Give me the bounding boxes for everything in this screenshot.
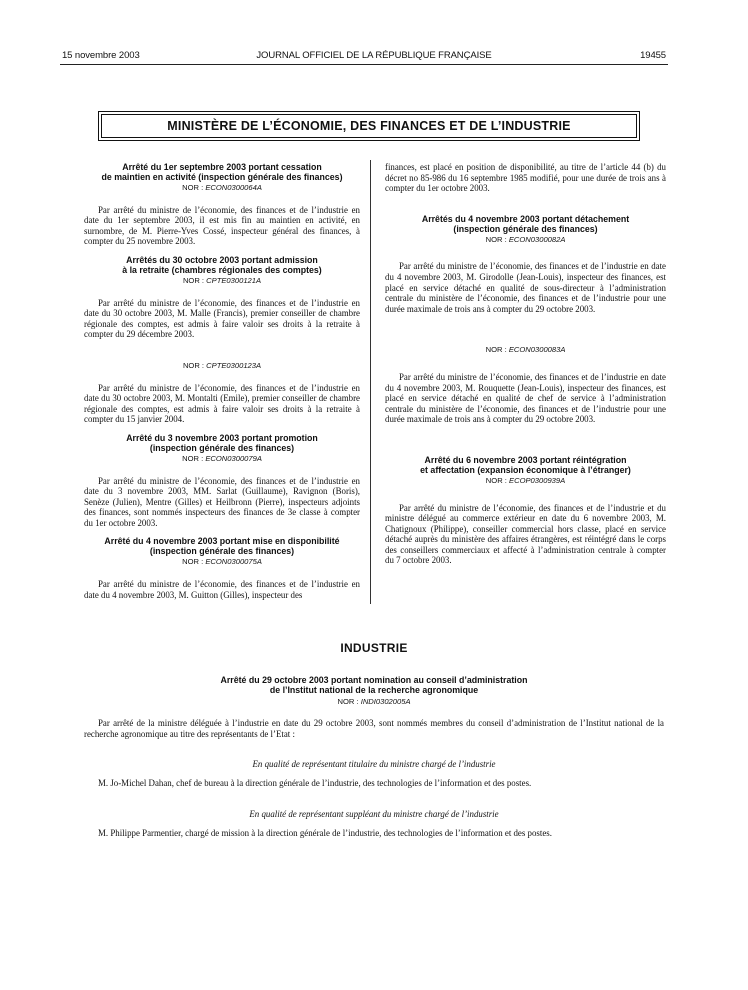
nor-line bbox=[84, 276, 360, 287]
header-date: 15 novembre 2003 bbox=[62, 50, 140, 61]
journal-title: JOURNAL OFFICIEL DE LA RÉPUBLIQUE FRANÇAISE bbox=[256, 50, 492, 61]
arrete-title: Arrêtés du 30 octobre 2003 portant admission à la retraite (chambres régionales des comptes) bbox=[122, 254, 322, 275]
arrete-text: Par arrêté de la ministre déléguée à l’industrie en date du 29 octobre 2003, sont nommés membres du conseil d’administration de l’Institut national de la recherche agronomique au titre des représentants de l’Etat : bbox=[84, 718, 664, 739]
nor-code: ECON0300075A bbox=[205, 557, 262, 567]
page-number: 19455 bbox=[640, 50, 666, 61]
nor-label: NOR : bbox=[182, 453, 204, 463]
arrete-text: Par arrêté du ministre de l’économie, des finances et de l’industrie et du ministre délégué au commerce extérieur en date du 6 novembre 2003, M. Chatignoux (Philippe), conseiller commercial hors classe, placé en service détaché auprès du ministère des affaires étrangères, est réintégré dans le corps des conseillers commerciaux et affecté à l’administration centrale à compter du 7 octobre 2003. bbox=[385, 502, 666, 566]
nor-code: ECON0300064A bbox=[205, 183, 262, 192]
arrete-title: Arrêté du 1er septembre 2003 portant cessation de maintien en activité (inspection générale des finances) bbox=[101, 162, 343, 182]
nor-line bbox=[385, 235, 666, 246]
nor-line bbox=[385, 345, 666, 356]
nor-label: NOR : bbox=[182, 360, 205, 370]
nor-code: INDI0302005A bbox=[360, 697, 411, 706]
nor-code: CPTE0300123A bbox=[206, 360, 262, 370]
arrete-text: Par arrêté du ministre de l’économie, des finances et de l’industrie en date du 1er septembre 2003, il est mis fin au maintien en activité, en surnombre, de M. Pierre-Yves Cossé, inspecteur général des finances, à compter du 25 novembre 2003. bbox=[84, 204, 360, 247]
nor-label: NOR : bbox=[485, 345, 507, 355]
ministry-title: MINISTÈRE DE L’ÉCONOMIE, DES FINANCES ET DE L’INDUSTRIE bbox=[101, 114, 637, 138]
nor-line bbox=[385, 476, 666, 487]
substitute-member: M. Philippe Parmentier, chargé de mission à la direction générale de l’industrie, des technologies de l’information et des postes. bbox=[98, 828, 552, 838]
arrete-text: Par arrêté du ministre de l’économie, des finances et de l’industrie en date du 4 novembre 2003, M. Girodolle (Jean-Louis), inspecteur des finances, est placé en service détaché en qualité de sous-directeur à l’administration centrale du ministère de l’économie, des finances et de l’industrie pour une durée maximale de trois ans à compter du 29 octobre 2003. bbox=[385, 261, 666, 314]
arrete-title: Arrêté du 6 novembre 2003 portant réintégration et affectation (expansion économique à l’étranger) bbox=[420, 454, 631, 475]
nor-code: CPTE0300121A bbox=[206, 275, 262, 285]
nor-label: NOR : bbox=[485, 475, 507, 485]
nor-code: ECON0300083A bbox=[508, 345, 566, 355]
nor-code: ECOP0300939A bbox=[509, 475, 566, 485]
nor-line bbox=[84, 696, 664, 707]
titular-heading: En qualité de représentant titulaire du ministre chargé de l’industrie bbox=[252, 759, 496, 769]
arrete-text: Par arrêté du ministre de l’économie, des finances et de l’industrie en date du 3 novembre 2003, MM. Sarlat (Guillaume), Ravignon (Boris), Senèze (Julien), Mentre (Gilles) et Heilbronn (Pierre), inspecteurs adjoints des finances, sont nommés inspecteurs des finances de 3e classe à compter du 1er octobre 2003. bbox=[84, 475, 360, 528]
nor-code: ECON0300079A bbox=[205, 453, 262, 463]
nor-code: ECON0300082A bbox=[508, 234, 566, 244]
nor-label: NOR : bbox=[182, 183, 204, 192]
left-column bbox=[84, 162, 360, 608]
arrete-text: Par arrêté du ministre de l’économie, des finances et de l’industrie en date du 30 octobre 2003, M. Malle (Francis), premier conseiller de chambre régionale des comptes, est admis à faire valoir ses droits à la retraite à compter du 29 décembre 2003. bbox=[84, 297, 360, 340]
header-rule bbox=[60, 64, 668, 65]
nor-line bbox=[84, 557, 360, 568]
column-divider bbox=[370, 160, 371, 604]
arrete-title: Arrêtés du 4 novembre 2003 portant détachement (inspection générale des finances) bbox=[421, 213, 630, 234]
arrete-title: Arrêté du 3 novembre 2003 portant promotion (inspection générale des finances) bbox=[126, 432, 318, 453]
nor-line bbox=[84, 454, 360, 465]
nor-label: NOR : bbox=[337, 697, 359, 706]
section-title: INDUSTRIE bbox=[340, 641, 408, 655]
continuation-text: finances, est placé en position de disponibilité, au titre de l’article 44 (b) du décret no 85-986 du 16 septembre 1985 modifié, pour une durée de trois ans à compter du 1er octobre 2003. bbox=[385, 162, 666, 194]
arrete-title: Arrêté du 29 octobre 2003 portant nomination au conseil d’administration de l’Institut national de la recherche agronomique bbox=[220, 675, 528, 695]
arrete-text: Par arrêté du ministre de l’économie, des finances et de l’industrie en date du 4 novembre 2003, M. Rouquette (Jean-Louis), inspecteur des finances, est placé en service détaché en qualité de chef de service à l’administration centrale du ministère de l’économie, des finances et de l’industrie pour une durée maximale de trois ans à compter du 29 octobre 2003. bbox=[385, 371, 666, 425]
nor-line bbox=[84, 361, 360, 372]
arrete-text: Par arrêté du ministre de l’économie, des finances et de l’industrie en date du 30 octobre 2003, M. Montalti (Emile), premier conseiller de chambre régionale des comptes, est admis à faire valoir ses droits à la retraite à compter du 15 janvier 2004. bbox=[84, 382, 360, 425]
arrete-text: Par arrêté du ministre de l’économie, des finances et de l’industrie en date du 4 novembre 2003, M. Guitton (Gilles), inspecteur des bbox=[84, 579, 360, 600]
nor-label: NOR : bbox=[485, 234, 507, 244]
nor-label: NOR : bbox=[182, 275, 205, 285]
substitute-heading: En qualité de représentant suppléant du ministre chargé de l’industrie bbox=[249, 809, 499, 819]
nor-label: NOR : bbox=[182, 557, 204, 567]
nor-line bbox=[84, 183, 360, 194]
arrete-title: Arrêté du 4 novembre 2003 portant mise en disponibilité (inspection générale des finances) bbox=[104, 536, 340, 557]
titular-member: M. Jo-Michel Dahan, chef de bureau à la direction générale de l’industrie, des technologies de l’information et des postes. bbox=[98, 778, 532, 788]
industrie-section bbox=[84, 675, 664, 848]
right-column bbox=[385, 162, 666, 574]
